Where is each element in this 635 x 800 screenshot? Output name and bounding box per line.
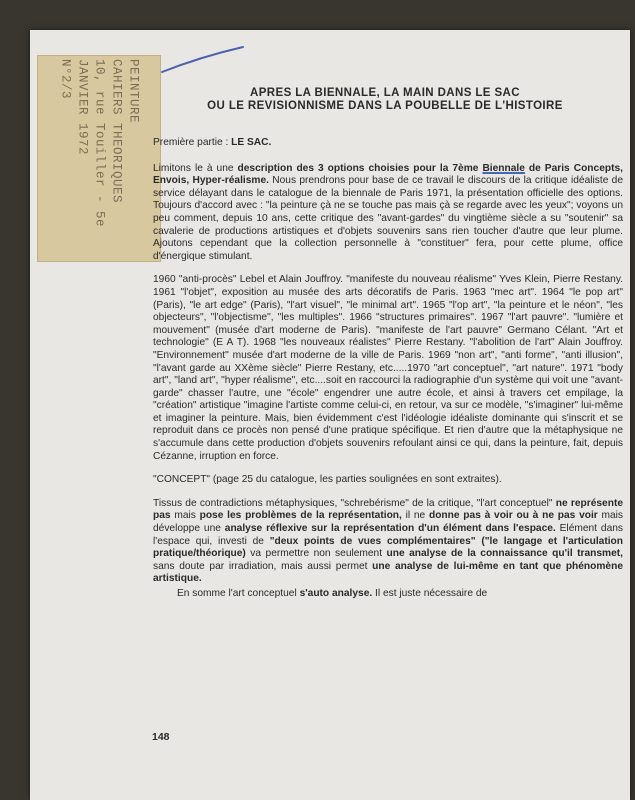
para4-bold: "deux points de vues complémentaires" ("le langage et l'articulation pratique/théorique) [153,535,624,560]
para4-text: va permettre non seulement [245,548,387,560]
document-page [30,30,630,800]
para1-rest: Nous prendrons pour base de ce travail le discours de la critique idéaliste de service délayant dans le catalogue de la biennale de Paris 1971, la présentation officielle des options. Toujours d'accord avec : "la peinture çà ne se touche pas mais çà se regarde avec les yeux"; voyons un peu comment, depuis 10 ans, cette critique des "avant-gardes" du vingtième siècle a su "soutenir" sa cavalerie de productions artistiques et d'objets souvenirs sans rien toucher d'autre que leur plume. Ajoutons cependant que la collection personnelle à "constituer" fera, pour cette plume, office d'énergique stimulant. [153,175,623,262]
paragraph-4 [153,498,623,586]
archive-label-text [57,59,142,259]
para1-bold1: description des 3 options choisies pour la 7ème [237,162,483,174]
paragraph-3: "CONCEPT" (page 25 du catalogue, les parties soulignées en sont extraites). [153,474,502,486]
paragraph-1 [153,163,623,264]
title-line-1: APRES LA BIENNALE, LA MAIN DANS LE SAC [250,87,520,99]
para4-bold: analyse réflexive sur la représentation d'un élément dans l'espace. [224,523,556,535]
label-line: PEINTURE [126,58,141,123]
archive-label [37,55,161,262]
document-title [150,87,620,113]
para1-lead: Limitons le à une [153,162,238,174]
para4-bold: une analyse de lui-même en tant que phénomène artistique. [153,560,623,585]
para4-text: il ne [401,510,429,522]
para1-bold2: de Paris Concepts, Envois, Hyper-réalisme. [153,162,623,187]
para4-text: mais [174,510,200,522]
page-number: 148 [152,731,170,743]
para4-text: sans doute par irradiation, mais aussi permet [153,560,373,572]
para4-text: Elément dans l'espace qui, investi de [153,523,623,547]
para4-bold: ne représente pas [153,497,624,522]
paragraph-5 [153,588,623,601]
para4-bold: pose les problèmes de la représentation, [199,510,402,522]
document-body [153,137,623,611]
para4-bold: donne pas à voir ou à ne pas voir [428,510,598,522]
part-heading-bold: LE SAC. [231,137,272,148]
label-line: 10, rue Touiller - 5e [92,58,107,227]
para1-biennale: Biennale [482,162,525,174]
paragraph-2: 1960 "anti-procès" Lebel et Alain Jouffroy. "manifeste du nouveau réalisme" Yves Klein, Pierre Restany. 1961 "l'objet", exposition au musée des arts décoratifs de Paris. 1963 "mec art". 1964 "le pop art" (Paris), "le art edge" (Paris), "l'art visuel", "le minimal art". 1965 "l'op art", "la peinture et le néon", "les objecteurs", "l'objectisme", "les multiples". 1966 "structures primaires". 1967 "l'art pauvre". "lumière et mouvement" (musée d'art moderne de Paris). "manifeste de l'art pauvre" Germano Célant. "Art et technologie" (E A T). 1968 "les nouveaux réalistes" Pierre Restany. "l'abolition de l'art" Alain Jouffroy. "Environnement" musée d'art moderne de la ville de Paris. 1969 "non art", "anti forme", "anti illusion", "l'avant garde au XXème siècle" Pierre Restany, etc.....1970 "art conceptuel", "art nature". 1971 "body art", "land art", "hyper réalisme", etc....soit en raccourci la radiographie d'un système qui voit une "avant-garde" chasser l'autre, une "école" engendrer une autre école, et ainsi à travers cet empilage, la "création" artistique "imagine l'artiste comme celui-ci, en retour, va sur ce modèle, "s'imaginer" lui-même et imaginer la peinture. Mais, bien évidemment c'est l'idéologie idéaliste dominante qui s'inscrit et se reproduit dans ce procès non pensé d'une pratique spécifique. Et rien d'autre que la métaphysique ne s'accumule dans cette production d'objets souvenirs refoulant ainsi ce qui, dans la peinture, fait, depuis Cézanne, irruption en force. [153,274,623,462]
title-line-2: OU LE REVISIONNISME DANS LA POUBELLE DE L'HISTOIRE [207,100,563,112]
part-heading [153,137,623,150]
para5-text: En somme l'art conceptuel [177,588,300,599]
part-heading-prefix: Première partie : [153,137,232,148]
para5-bold: s'auto analyse. [299,588,373,599]
label-line: JANVIER 1972 [75,58,90,155]
para4-text: Tissus de contradictions métaphysiques, "schrebérisme" de la critique, "l'art conceptuel" [153,497,553,509]
para4-text: mais développe une [153,510,624,535]
label-line: N°2/3 [58,58,73,99]
label-line: CAHIERS THEORIQUES [109,58,124,203]
para4-bold: une analyse de la connaissance qu'il transmet, [386,548,623,560]
pen-stroke [160,45,245,75]
para5-text: Il est juste nécessaire de [372,588,488,599]
